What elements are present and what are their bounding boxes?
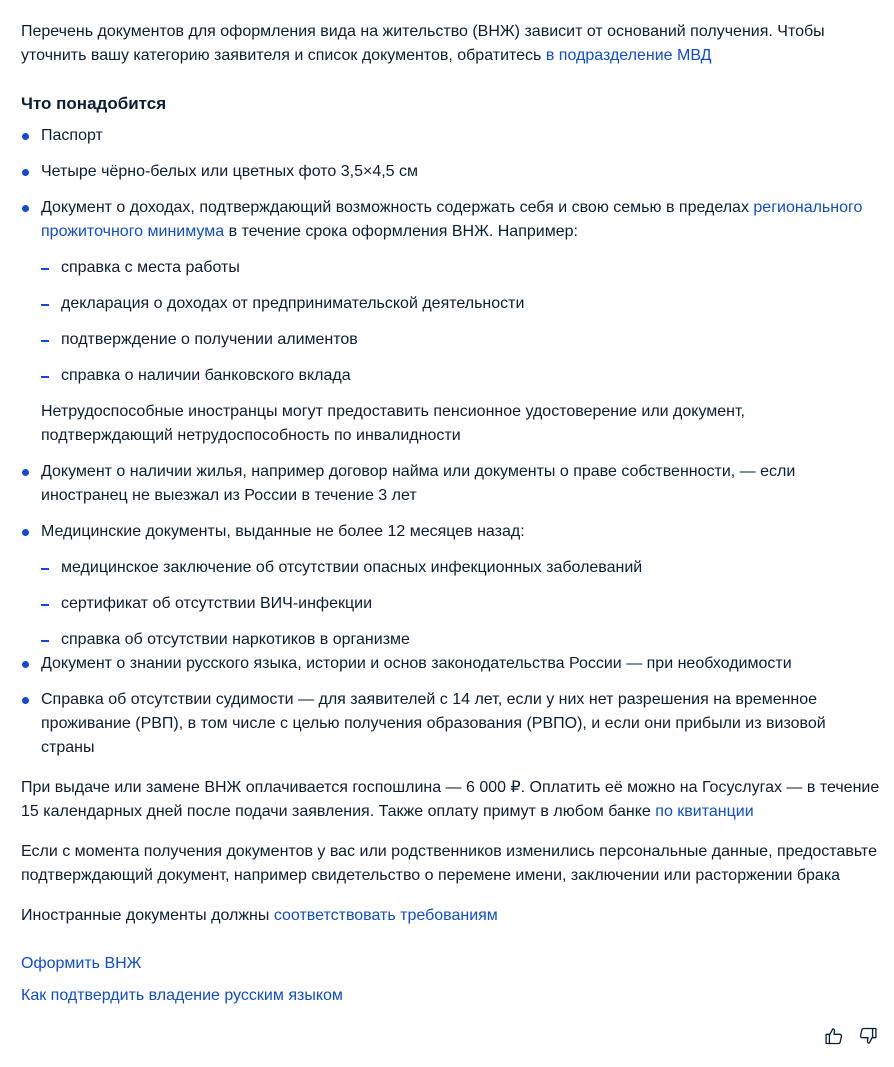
thumbs-down-icon <box>858 1026 878 1046</box>
intro-paragraph <box>21 20 881 68</box>
list-item-language <box>21 652 881 676</box>
related-links <box>21 952 881 1008</box>
documents-list <box>21 124 881 760</box>
answer-content <box>21 20 881 1016</box>
list-item-income <box>21 196 881 448</box>
income-sublist <box>41 256 881 388</box>
list-item-text: Документ о доходах, подтверждающий возможность содержать себя и свою семью в пределах <box>41 199 754 216</box>
living-wage-link[interactable]: регионального прожиточного минимума <box>41 199 863 240</box>
feedback-buttons <box>822 1024 880 1048</box>
thumbs-up-icon <box>824 1026 844 1046</box>
apply-vnzh-link[interactable]: Оформить ВНЖ <box>21 955 142 972</box>
sublist-item: справка об отсутствии наркотиков в организме <box>41 628 881 652</box>
sublist-item: подтверждение о получении алиментов <box>41 328 881 352</box>
list-item-text: Четыре чёрно-белых или цветных фото 3,5×4,5 см <box>41 163 419 180</box>
list-item-text: Документ о знании русского языка, истории и основ законодательства России — при необходимости <box>41 655 792 672</box>
personal-data-paragraph: Если с момента получения документов у вас или родственников изменились персональные данные, предоставьте подтверждающий документ, например свидетельство о перемене имени, заключении или расторжении брака <box>21 843 877 884</box>
list-item-criminal-record <box>21 688 881 760</box>
fee-paragraph <box>21 776 881 824</box>
foreign-docs-text: Иностранные документы должны <box>21 907 274 924</box>
list-item-text: в течение срока оформления ВНЖ. Например: <box>224 223 578 240</box>
list-item-text: Документ о наличии жилья, например договор найма или документы о праве собственности, — если иностранец не выезжал из России в течение 3 лет <box>41 463 796 504</box>
mvd-link[interactable]: в подразделение МВД <box>545 47 712 64</box>
sublist-item: сертификат об отсутствии ВИЧ-инфекции <box>41 592 881 616</box>
sublist-item: справка о наличии банковского вклада <box>41 364 881 388</box>
list-item-passport <box>21 124 881 148</box>
requirements-link[interactable]: соответствовать требованиям <box>273 907 498 924</box>
intro-text: Перечень документов для оформления вида на жительство (ВНЖ) зависит от оснований получения. Чтобы уточнить вашу категорию заявителя и список документов, обратитесь <box>21 23 825 64</box>
like-button[interactable] <box>822 1024 846 1048</box>
medical-sublist <box>41 556 881 652</box>
list-item-housing <box>21 460 881 508</box>
sublist-item: справка с места работы <box>41 256 881 280</box>
sublist-item: декларация о доходах от предпринимательской деятельности <box>41 292 881 316</box>
fee-text: При выдаче или замене ВНЖ оплачивается госпошлина — 6 000 ₽. Оплатить её можно на Госуслугах — в течение 15 календарных дней после подачи заявления. Также оплату примут в любом банке <box>21 779 880 820</box>
language-proof-link[interactable]: Как подтвердить владение русским языком <box>21 987 343 1004</box>
receipt-link[interactable]: по квитанции <box>655 803 754 820</box>
list-item-text: Справка об отсутствии судимости — для заявителей с 14 лет, если у них нет разрешения на временное проживание (РВП), в том числе с целью получения образования (РВПО), и если они прибыли из визовой страны <box>41 691 826 756</box>
list-item-photos <box>21 160 881 184</box>
section-title: Что понадобится <box>21 94 167 113</box>
list-item-medical <box>21 520 881 652</box>
dislike-button[interactable] <box>856 1024 880 1048</box>
list-item-text: Медицинские документы, выданные не более 12 месяцев назад: <box>41 523 525 540</box>
list-item-text: Паспорт <box>41 127 103 144</box>
sublist-item: медицинское заключение об отсутствии опасных инфекционных заболеваний <box>41 556 881 580</box>
foreign-docs-paragraph <box>21 904 881 928</box>
income-note: Нетрудоспособные иностранцы могут предоставить пенсионное удостоверение или документ, подтверждающий нетрудоспособность по инвалидности <box>41 403 745 444</box>
